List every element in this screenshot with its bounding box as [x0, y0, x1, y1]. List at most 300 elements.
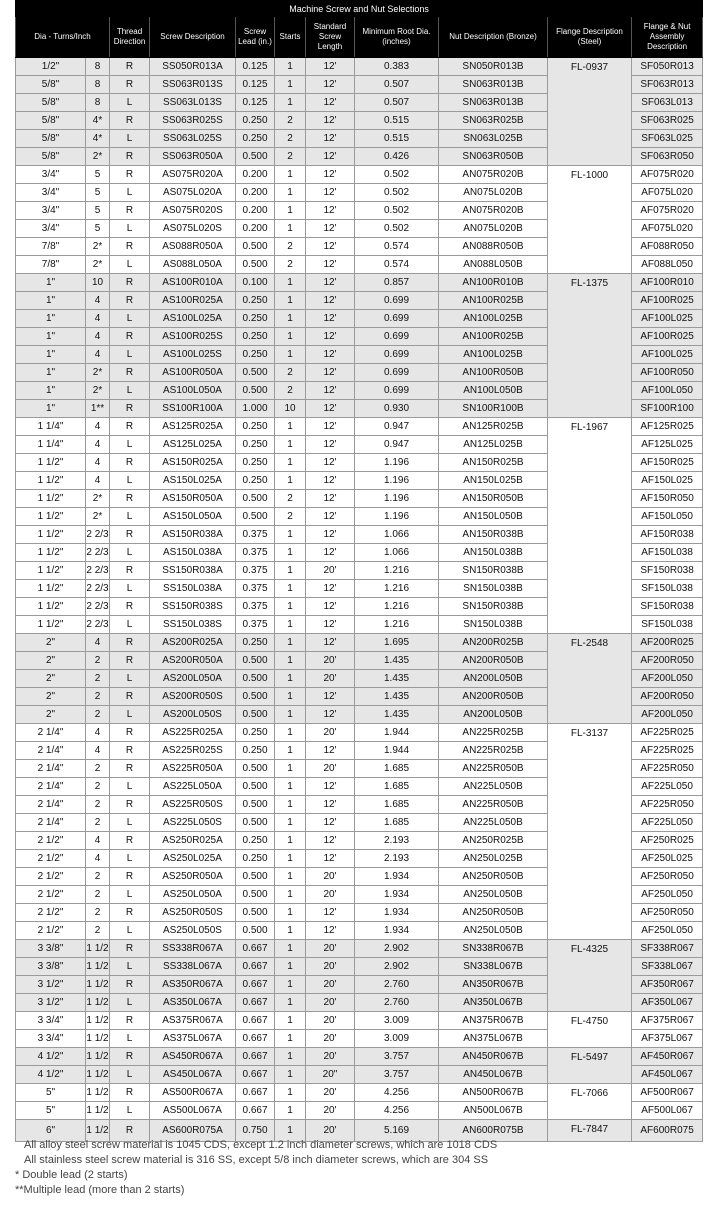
starts-cell: 1: [275, 868, 306, 886]
assembly-description-cell: SF338R067: [632, 940, 703, 958]
turns-per-inch-cell: 1 1/2: [86, 940, 110, 958]
table-row: [16, 418, 703, 436]
screw-description-cell: AS450R067A: [150, 1048, 236, 1066]
starts-cell: 1: [275, 292, 306, 310]
min-root-dia-cell: 0.383: [355, 58, 439, 76]
screw-length-cell: 20": [306, 1066, 355, 1084]
screw-description-cell: AS250R025A: [150, 832, 236, 850]
screw-description-cell: AS075R020S: [150, 202, 236, 220]
assembly-description-cell: AF225R025: [632, 742, 703, 760]
screw-lead-cell: 0.667: [236, 958, 275, 976]
thread-direction-cell: R: [110, 1012, 150, 1030]
nut-description-cell: AN100L025B: [439, 346, 548, 364]
thread-direction-cell: R: [110, 274, 150, 292]
nut-description-cell: AN225R050B: [439, 760, 548, 778]
assembly-description-cell: AF075R020: [632, 166, 703, 184]
screw-lead-cell: 0.500: [236, 256, 275, 274]
min-root-dia-cell: 0.857: [355, 274, 439, 292]
thread-direction-cell: R: [110, 400, 150, 418]
machine-screw-nut-table: [15, 0, 703, 1142]
screw-lead-cell: 0.500: [236, 706, 275, 724]
thread-direction-cell: R: [110, 634, 150, 652]
screw-lead-cell: 0.500: [236, 904, 275, 922]
diameter-cell: 3 1/2": [16, 994, 86, 1012]
screw-length-cell: 12': [306, 814, 355, 832]
min-root-dia-cell: 1.944: [355, 742, 439, 760]
diameter-cell: 3/4": [16, 184, 86, 202]
diameter-cell: 1": [16, 274, 86, 292]
starts-cell: 1: [275, 166, 306, 184]
min-root-dia-cell: 1.685: [355, 778, 439, 796]
starts-cell: 1: [275, 1030, 306, 1048]
diameter-cell: 5": [16, 1084, 86, 1102]
nut-description-cell: AN088R050B: [439, 238, 548, 256]
assembly-description-cell: SF150L038: [632, 580, 703, 598]
screw-description-cell: SS338L067A: [150, 958, 236, 976]
thread-direction-cell: L: [110, 256, 150, 274]
screw-lead-cell: 0.375: [236, 526, 275, 544]
thread-direction-cell: L: [110, 184, 150, 202]
diameter-cell: 1 1/4": [16, 418, 86, 436]
diameter-cell: 2 1/2": [16, 886, 86, 904]
assembly-description-cell: AF350R067: [632, 976, 703, 994]
screw-description-cell: SS150L038A: [150, 580, 236, 598]
screw-length-cell: 12': [306, 472, 355, 490]
screw-length-cell: 20': [306, 1048, 355, 1066]
starts-cell: 1: [275, 634, 306, 652]
screw-description-cell: AS075R020A: [150, 166, 236, 184]
screw-description-cell: AS100R025S: [150, 328, 236, 346]
turns-per-inch-cell: 4: [86, 634, 110, 652]
screw-length-cell: 12': [306, 598, 355, 616]
screw-length-cell: 12': [306, 490, 355, 508]
screw-description-cell: AS150R025A: [150, 454, 236, 472]
nut-description-cell: SN338L067B: [439, 958, 548, 976]
diameter-cell: 1 1/2": [16, 490, 86, 508]
diameter-cell: 3/4": [16, 166, 86, 184]
turns-per-inch-cell: 4: [86, 418, 110, 436]
nut-description-cell: AN075R020B: [439, 202, 548, 220]
assembly-description-cell: AF200R050: [632, 688, 703, 706]
screw-description-cell: AS225L050A: [150, 778, 236, 796]
thread-direction-cell: L: [110, 310, 150, 328]
thread-direction-cell: L: [110, 220, 150, 238]
screw-description-cell: AS150R038A: [150, 526, 236, 544]
screw-length-cell: 20': [306, 1084, 355, 1102]
screw-lead-cell: 0.500: [236, 688, 275, 706]
starts-cell: 1: [275, 616, 306, 634]
diameter-cell: 1": [16, 328, 86, 346]
diameter-cell: 5": [16, 1102, 86, 1120]
turns-per-inch-cell: 2 2/3: [86, 598, 110, 616]
screw-description-cell: AS150L025A: [150, 472, 236, 490]
screw-lead-cell: 0.250: [236, 454, 275, 472]
thread-direction-cell: R: [110, 976, 150, 994]
screw-lead-cell: 0.250: [236, 436, 275, 454]
screw-description-cell: AS200L050S: [150, 706, 236, 724]
min-root-dia-cell: 1.196: [355, 454, 439, 472]
diameter-cell: 1": [16, 364, 86, 382]
screw-description-cell: AS125L025A: [150, 436, 236, 454]
min-root-dia-cell: 0.947: [355, 418, 439, 436]
assembly-description-cell: AF200R050: [632, 652, 703, 670]
screw-length-cell: 12': [306, 310, 355, 328]
screw-description-cell: AS200L050A: [150, 670, 236, 688]
diameter-cell: 3 3/4": [16, 1012, 86, 1030]
thread-direction-cell: L: [110, 814, 150, 832]
thread-direction-cell: L: [110, 850, 150, 868]
assembly-description-cell: AF250R050: [632, 904, 703, 922]
min-root-dia-cell: 3.009: [355, 1030, 439, 1048]
table-row: [16, 1012, 703, 1030]
nut-description-cell: SN150L038B: [439, 616, 548, 634]
min-root-dia-cell: 0.574: [355, 256, 439, 274]
starts-cell: 1: [275, 724, 306, 742]
min-root-dia-cell: 4.256: [355, 1102, 439, 1120]
screw-lead-cell: 0.500: [236, 148, 275, 166]
min-root-dia-cell: 1.435: [355, 670, 439, 688]
nut-description-cell: AN450R067B: [439, 1048, 548, 1066]
nut-description-cell: AN075L020B: [439, 220, 548, 238]
turns-per-inch-cell: 2*: [86, 148, 110, 166]
screw-length-cell: 12': [306, 112, 355, 130]
screw-lead-cell: 0.500: [236, 508, 275, 526]
screw-description-cell: SS063L013S: [150, 94, 236, 112]
diameter-cell: 2 1/2": [16, 904, 86, 922]
diameter-cell: 1": [16, 346, 86, 364]
screw-lead-cell: 0.667: [236, 1030, 275, 1048]
nut-description-cell: AN100R025B: [439, 328, 548, 346]
diameter-cell: 2": [16, 652, 86, 670]
diameter-cell: 2 1/2": [16, 832, 86, 850]
nut-description-cell: SN150L038B: [439, 580, 548, 598]
screw-description-cell: AS250L025A: [150, 850, 236, 868]
thread-direction-cell: R: [110, 166, 150, 184]
screw-length-cell: 12': [306, 436, 355, 454]
min-root-dia-cell: 0.947: [355, 436, 439, 454]
flange-description-cell: FL-0937: [548, 58, 632, 166]
turns-per-inch-cell: 4: [86, 328, 110, 346]
note-stainless-steel: All stainless steel screw material is 316 SS, except 5/8 inch diameter screws, which are 304 SS: [24, 1154, 489, 1166]
turns-per-inch-cell: 4: [86, 724, 110, 742]
thread-direction-cell: L: [110, 886, 150, 904]
assembly-description-cell: AF075L020: [632, 220, 703, 238]
screw-description-cell: AS100L025A: [150, 310, 236, 328]
nut-description-cell: AN250R050B: [439, 904, 548, 922]
turns-per-inch-cell: 4: [86, 850, 110, 868]
assembly-description-cell: SF150R038: [632, 562, 703, 580]
screw-description-cell: AS100R025A: [150, 292, 236, 310]
screw-description-cell: AS088R050A: [150, 238, 236, 256]
starts-cell: 1: [275, 814, 306, 832]
screw-description-cell: AS100L050A: [150, 382, 236, 400]
screw-lead-cell: 1.000: [236, 400, 275, 418]
assembly-description-cell: SF150L038: [632, 616, 703, 634]
turns-per-inch-cell: 4: [86, 454, 110, 472]
diameter-cell: 1 1/2": [16, 580, 86, 598]
screw-lead-cell: 0.250: [236, 418, 275, 436]
starts-cell: 1: [275, 76, 306, 94]
min-root-dia-cell: 0.699: [355, 364, 439, 382]
column-header-assembly-description: Flange & Nut Assembly Description: [632, 17, 703, 58]
min-root-dia-cell: 1.216: [355, 616, 439, 634]
min-root-dia-cell: 0.502: [355, 166, 439, 184]
min-root-dia-cell: 0.574: [355, 238, 439, 256]
turns-per-inch-cell: 2: [86, 760, 110, 778]
starts-cell: 2: [275, 508, 306, 526]
screw-description-cell: AS150L050A: [150, 508, 236, 526]
turns-per-inch-cell: 2 2/3: [86, 562, 110, 580]
nut-description-cell: AN100R010B: [439, 274, 548, 292]
diameter-cell: 3 1/2": [16, 976, 86, 994]
thread-direction-cell: L: [110, 472, 150, 490]
nut-description-cell: AN225L050B: [439, 814, 548, 832]
min-root-dia-cell: 0.699: [355, 328, 439, 346]
screw-length-cell: 20': [306, 1030, 355, 1048]
screw-length-cell: 20': [306, 868, 355, 886]
column-header-starts: Starts: [275, 17, 306, 58]
thread-direction-cell: L: [110, 130, 150, 148]
turns-per-inch-cell: 2: [86, 904, 110, 922]
screw-length-cell: 12': [306, 256, 355, 274]
nut-description-cell: AN250R025B: [439, 832, 548, 850]
diameter-cell: 5/8": [16, 148, 86, 166]
thread-direction-cell: R: [110, 76, 150, 94]
screw-length-cell: 12': [306, 346, 355, 364]
screw-lead-cell: 0.250: [236, 310, 275, 328]
starts-cell: 1: [275, 958, 306, 976]
starts-cell: 1: [275, 922, 306, 940]
turns-per-inch-cell: 4: [86, 742, 110, 760]
turns-per-inch-cell: 4: [86, 472, 110, 490]
starts-cell: 1: [275, 202, 306, 220]
min-root-dia-cell: 2.760: [355, 994, 439, 1012]
screw-description-cell: AS450L067A: [150, 1066, 236, 1084]
diameter-cell: 5/8": [16, 76, 86, 94]
diameter-cell: 1 1/2": [16, 526, 86, 544]
turns-per-inch-cell: 2*: [86, 508, 110, 526]
diameter-cell: 1": [16, 400, 86, 418]
screw-lead-cell: 0.667: [236, 1048, 275, 1066]
turns-per-inch-cell: 2: [86, 814, 110, 832]
starts-cell: 1: [275, 1048, 306, 1066]
screw-lead-cell: 0.500: [236, 760, 275, 778]
min-root-dia-cell: 3.757: [355, 1066, 439, 1084]
diameter-cell: 2": [16, 634, 86, 652]
thread-direction-cell: L: [110, 1102, 150, 1120]
assembly-description-cell: AF250L025: [632, 850, 703, 868]
screw-description-cell: AS200R050S: [150, 688, 236, 706]
diameter-cell: 2 1/4": [16, 778, 86, 796]
turns-per-inch-cell: 1 1/2: [86, 1030, 110, 1048]
flange-description-cell: FL-2548: [548, 634, 632, 724]
screw-description-cell: AS200R050A: [150, 652, 236, 670]
screw-length-cell: 12': [306, 418, 355, 436]
starts-cell: 1: [275, 670, 306, 688]
screw-lead-cell: 0.250: [236, 112, 275, 130]
screw-lead-cell: 0.500: [236, 814, 275, 832]
thread-direction-cell: R: [110, 148, 150, 166]
min-root-dia-cell: 1.685: [355, 814, 439, 832]
screw-length-cell: 12': [306, 904, 355, 922]
assembly-description-cell: SF063L013: [632, 94, 703, 112]
screw-description-cell: AS100R010A: [150, 274, 236, 292]
starts-cell: 1: [275, 94, 306, 112]
turns-per-inch-cell: 5: [86, 184, 110, 202]
min-root-dia-cell: 1.944: [355, 724, 439, 742]
diameter-cell: 7/8": [16, 256, 86, 274]
diameter-cell: 3 3/8": [16, 940, 86, 958]
flange-description-cell: FL-1375: [548, 274, 632, 418]
screw-length-cell: 12': [306, 778, 355, 796]
screw-description-cell: AS600R075A: [150, 1120, 236, 1142]
screw-description-cell: SS063L025S: [150, 130, 236, 148]
starts-cell: 2: [275, 382, 306, 400]
diameter-cell: 2 1/4": [16, 724, 86, 742]
turns-per-inch-cell: 4: [86, 346, 110, 364]
screw-description-cell: AS375L067A: [150, 1030, 236, 1048]
assembly-description-cell: SF100R100: [632, 400, 703, 418]
screw-length-cell: 20': [306, 1120, 355, 1142]
turns-per-inch-cell: 2: [86, 652, 110, 670]
note-alloy-steel: All alloy steel screw material is 1045 CDS, except 1.2 inch diameter screws, which are 1018 CDS: [24, 1139, 498, 1151]
thread-direction-cell: L: [110, 616, 150, 634]
screw-lead-cell: 0.667: [236, 976, 275, 994]
min-root-dia-cell: 1.934: [355, 922, 439, 940]
diameter-cell: 1": [16, 292, 86, 310]
starts-cell: 1: [275, 940, 306, 958]
screw-length-cell: 20': [306, 940, 355, 958]
nut-description-cell: AN250L050B: [439, 886, 548, 904]
table-title: Machine Screw and Nut Selections: [16, 1, 703, 17]
screw-length-cell: 12': [306, 454, 355, 472]
turns-per-inch-cell: 2: [86, 886, 110, 904]
flange-description-cell: FL-7066: [548, 1084, 632, 1120]
diameter-cell: 2": [16, 688, 86, 706]
nut-description-cell: AN075L020B: [439, 184, 548, 202]
thread-direction-cell: R: [110, 1084, 150, 1102]
starts-cell: 2: [275, 112, 306, 130]
diameter-cell: 1 1/2": [16, 544, 86, 562]
screw-description-cell: AS225R050A: [150, 760, 236, 778]
diameter-cell: 4 1/2": [16, 1048, 86, 1066]
screw-lead-cell: 0.100: [236, 274, 275, 292]
thread-direction-cell: L: [110, 544, 150, 562]
thread-direction-cell: R: [110, 526, 150, 544]
screw-lead-cell: 0.375: [236, 544, 275, 562]
screw-description-cell: AS075L020A: [150, 184, 236, 202]
thread-direction-cell: R: [110, 58, 150, 76]
turns-per-inch-cell: 1 1/2: [86, 1012, 110, 1030]
screw-lead-cell: 0.375: [236, 580, 275, 598]
nut-description-cell: AN200R050B: [439, 652, 548, 670]
screw-length-cell: 12': [306, 850, 355, 868]
min-root-dia-cell: 0.502: [355, 220, 439, 238]
assembly-description-cell: SF063R050: [632, 148, 703, 166]
turns-per-inch-cell: 2: [86, 688, 110, 706]
screw-length-cell: 12': [306, 76, 355, 94]
screw-length-cell: 12': [306, 796, 355, 814]
nut-description-cell: AN075R020B: [439, 166, 548, 184]
table-row: [16, 724, 703, 742]
thread-direction-cell: L: [110, 1030, 150, 1048]
min-root-dia-cell: 2.902: [355, 958, 439, 976]
assembly-description-cell: SF063L025: [632, 130, 703, 148]
screw-lead-cell: 0.250: [236, 832, 275, 850]
screw-description-cell: AS200R025A: [150, 634, 236, 652]
thread-direction-cell: R: [110, 724, 150, 742]
turns-per-inch-cell: 2 2/3: [86, 580, 110, 598]
flange-description-cell: FL-4325: [548, 940, 632, 1012]
screw-description-cell: AS375R067A: [150, 1012, 236, 1030]
screw-length-cell: 20': [306, 994, 355, 1012]
screw-description-cell: AS088L050A: [150, 256, 236, 274]
screw-length-cell: 20': [306, 724, 355, 742]
flange-description-cell: FL-7847: [548, 1120, 632, 1142]
diameter-cell: 1 1/2": [16, 472, 86, 490]
min-root-dia-cell: 3.757: [355, 1048, 439, 1066]
thread-direction-cell: R: [110, 328, 150, 346]
diameter-cell: 2 1/4": [16, 760, 86, 778]
nut-description-cell: AN200L050B: [439, 706, 548, 724]
screw-lead-cell: 0.375: [236, 562, 275, 580]
diameter-cell: 3/4": [16, 220, 86, 238]
min-root-dia-cell: 1.435: [355, 688, 439, 706]
assembly-description-cell: AF088L050: [632, 256, 703, 274]
screw-length-cell: 12': [306, 526, 355, 544]
nut-description-cell: AN100L025B: [439, 310, 548, 328]
assembly-description-cell: SF150R038: [632, 598, 703, 616]
starts-cell: 2: [275, 364, 306, 382]
screw-description-cell: SS100R100A: [150, 400, 236, 418]
starts-cell: 2: [275, 130, 306, 148]
min-root-dia-cell: 0.426: [355, 148, 439, 166]
screw-lead-cell: 0.667: [236, 1084, 275, 1102]
thread-direction-cell: R: [110, 652, 150, 670]
thread-direction-cell: R: [110, 490, 150, 508]
assembly-description-cell: AF250L050: [632, 922, 703, 940]
starts-cell: 1: [275, 778, 306, 796]
diameter-cell: 2 1/4": [16, 742, 86, 760]
screw-length-cell: 12': [306, 292, 355, 310]
screw-description-cell: AS075L020S: [150, 220, 236, 238]
screw-description-cell: AS100R050A: [150, 364, 236, 382]
diameter-cell: 3/4": [16, 202, 86, 220]
screw-length-cell: 12': [306, 382, 355, 400]
thread-direction-cell: L: [110, 670, 150, 688]
starts-cell: 1: [275, 220, 306, 238]
diameter-cell: 1 1/2": [16, 508, 86, 526]
nut-description-cell: AN100R025B: [439, 292, 548, 310]
screw-lead-cell: 0.200: [236, 184, 275, 202]
nut-description-cell: SN063R013B: [439, 94, 548, 112]
column-header-screw-lead: Screw Lead (in.): [236, 17, 275, 58]
diameter-cell: 5/8": [16, 130, 86, 148]
turns-per-inch-cell: 1 1/2: [86, 1048, 110, 1066]
assembly-description-cell: SF338L067: [632, 958, 703, 976]
diameter-cell: 6": [16, 1120, 86, 1142]
thread-direction-cell: L: [110, 706, 150, 724]
screw-lead-cell: 0.500: [236, 364, 275, 382]
screw-length-cell: 12': [306, 220, 355, 238]
diameter-cell: 5/8": [16, 94, 86, 112]
screw-length-cell: 12': [306, 58, 355, 76]
screw-lead-cell: 0.200: [236, 202, 275, 220]
turns-per-inch-cell: 4: [86, 832, 110, 850]
assembly-description-cell: AF450L067: [632, 1066, 703, 1084]
table-row: [16, 274, 703, 292]
starts-cell: 1: [275, 976, 306, 994]
